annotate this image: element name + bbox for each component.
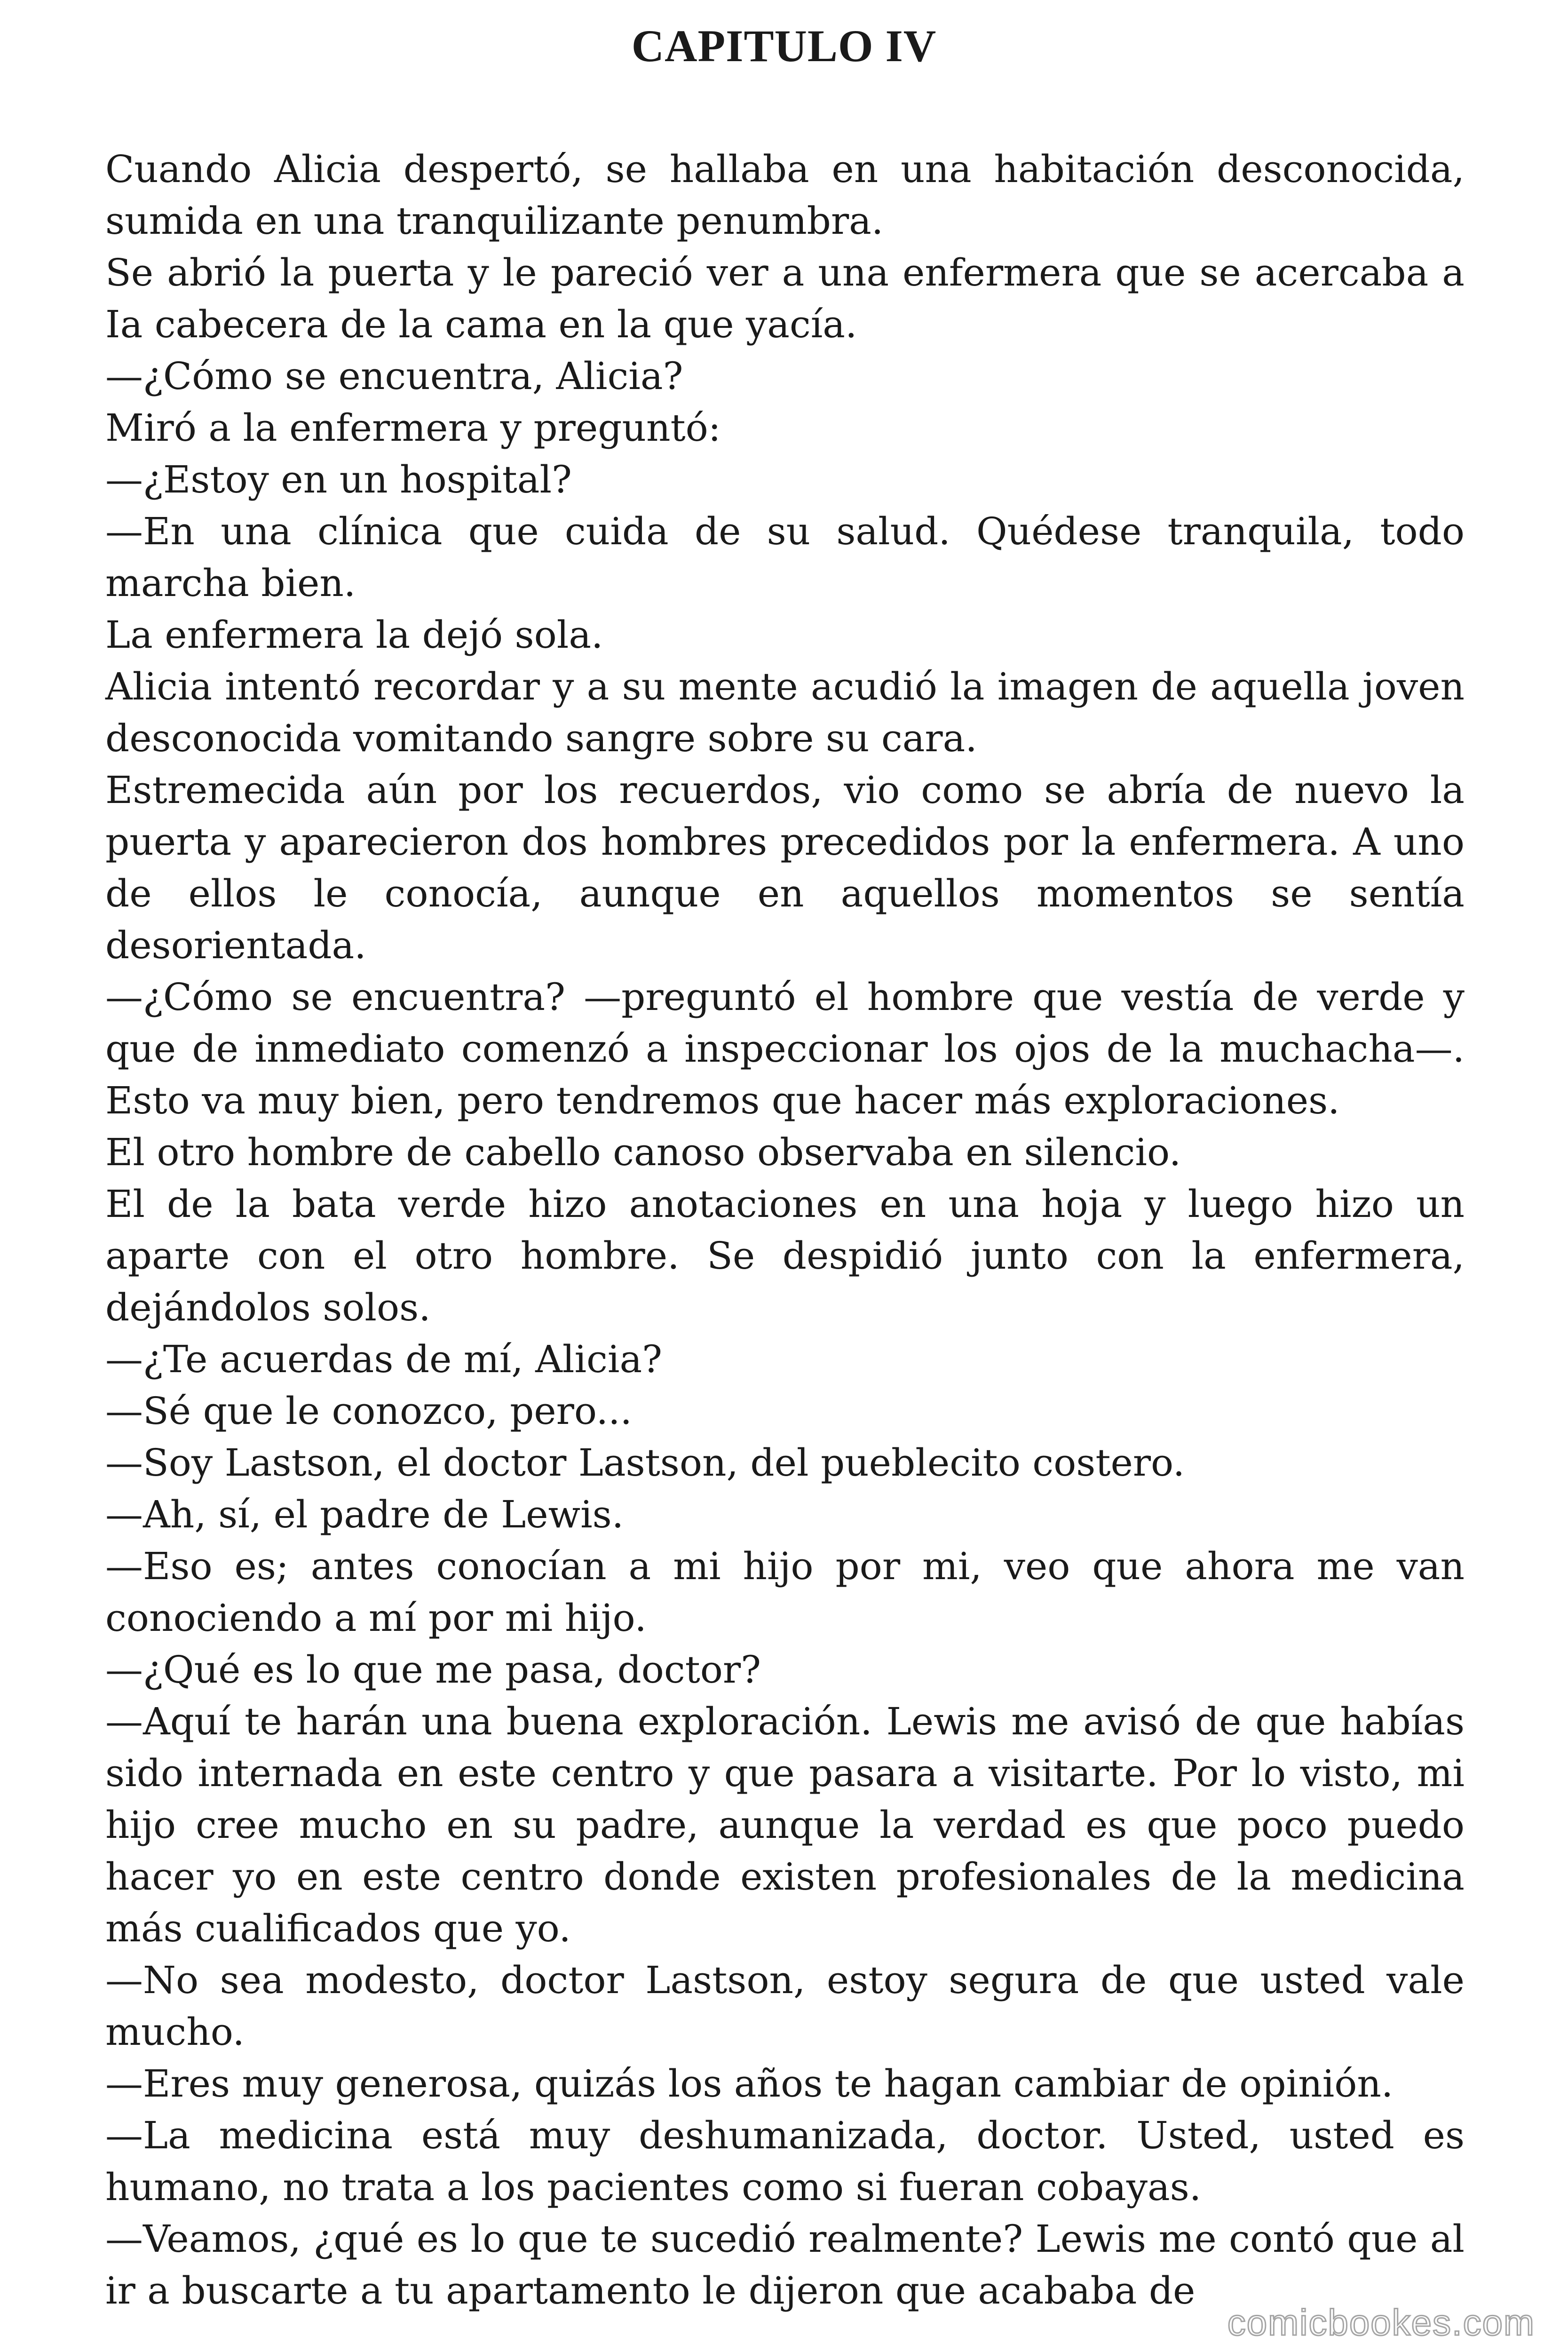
paragraph: La enfermera la dejó sola. — [105, 613, 603, 657]
paragraph: —Aquí te harán una buena exploración. Lewis me avisó de que habías sido internada en este centro y que pasara a visitarte. Por lo visto, mi hijo cree mucho en su padre, aunque la verdad es que poco puedo hacer yo en este centro donde existen profesionales de la medicina más cualificados que yo. — [105, 1700, 1465, 1950]
paragraph: —¿Qué es lo que me pasa, doctor? — [105, 1648, 761, 1692]
paragraph: Se abrió la puerta y le pareció ver a una enfermera que se acercaba a Ia cabecera de la cama en la que yacía. — [105, 251, 1465, 346]
paragraph: —¿Cómo se encuentra, Alicia? — [105, 354, 683, 398]
paragraph: —Veamos, ¿qué es lo que te sucedió realmente? Lewis me contó que al ir a buscarte a tu apartamento le dijeron que acababa de — [105, 2217, 1465, 2312]
paragraph: —Soy Lastson, el doctor Lastson, del pueblecito costero. — [105, 1441, 1185, 1485]
paragraph: —¿Te acuerdas de mí, Alicia? — [105, 1337, 663, 1381]
paragraph: —En una clínica que cuida de su salud. Quédese tranquila, todo marcha bien. — [105, 509, 1465, 605]
paragraph: —No sea modesto, doctor Lastson, estoy segura de que usted vale mucho. — [105, 1958, 1465, 2054]
paragraph: Cuando Alicia despertó, se hallaba en una habitación desconocida, sumida en una tranquilizante penumbra. — [105, 147, 1465, 243]
watermark: comicbookes.com — [1227, 2302, 1535, 2343]
paragraph: Estremecida aún por los recuerdos, vio como se abría de nuevo la puerta y aparecieron dos hombres precedidos por la enfermera. A uno de ellos le conocía, aunque en aquellos momentos se sentía desorientada. — [105, 768, 1465, 967]
paragraph: —¿Estoy en un hospital? — [105, 458, 572, 501]
paragraph: Alicia intentó recordar y a su mente acudió la imagen de aquella joven desconocida vomitando sangre sobre su cara. — [105, 665, 1465, 760]
paragraph: —Ah, sí, el padre de Lewis. — [105, 1493, 624, 1536]
paragraph: —Eso es; antes conocían a mi hijo por mi, veo que ahora me van conociendo a mí por mi hijo. — [105, 1544, 1465, 1640]
paragraph: —Eres muy generosa, quizás los años te hagan cambiar de opinión. — [105, 2062, 1394, 2106]
paragraph: —¿Cómo se encuentra? —preguntó el hombre que vestía de verde y que de inmediato comenzó a inspeccionar los ojos de la muchacha—. Esto va muy bien, pero tendremos que hacer más exploraciones. — [105, 975, 1465, 1122]
paragraph: El otro hombre de cabello canoso observaba en silencio. — [105, 1130, 1181, 1174]
chapter-text — [105, 143, 1465, 2317]
paragraph: —Sé que le conozco, pero... — [105, 1389, 632, 1433]
chapter-title: CAPITULO IV — [631, 21, 937, 71]
paragraph: Miró a la enfermera y preguntó: — [105, 406, 721, 450]
paragraph: El de la bata verde hizo anotaciones en una hoja y luego hizo un aparte con el otro hombre. Se despidió junto con la enfermera, dejándolos solos. — [105, 1182, 1465, 1329]
paragraph: —La medicina está muy deshumanizada, doctor. Usted, usted es humano, no trata a los pacientes como si fueran cobayas. — [105, 2114, 1465, 2209]
